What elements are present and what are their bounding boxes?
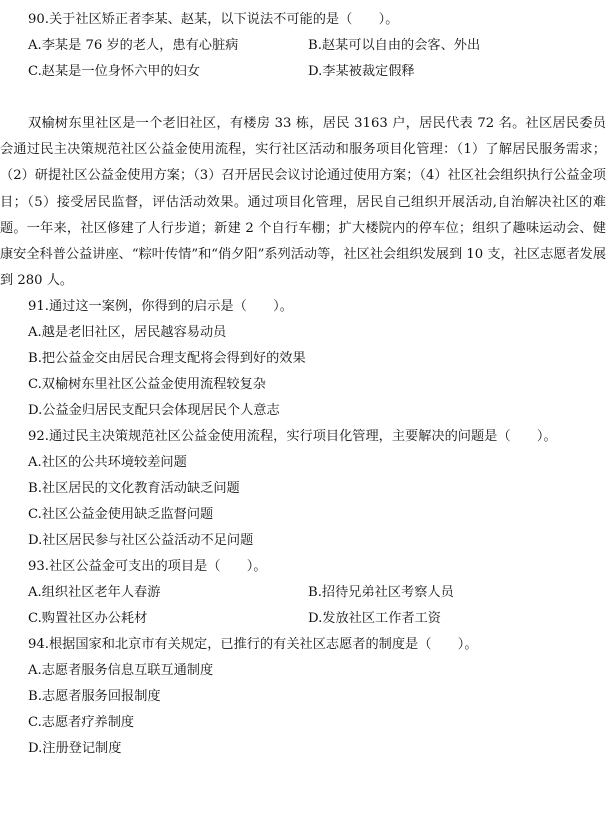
question-92-option-b: B.社区居民的文化教育活动缺乏问题 xyxy=(28,481,240,496)
question-90-option-b: B.赵某可以自由的会客、外出 xyxy=(308,38,481,53)
question-93-option-d: D.发放社区工作者工资 xyxy=(308,611,441,626)
question-93-stem: 93.社区公益金可支出的项目是（ ）。 xyxy=(28,559,267,574)
question-94-option-b: B.志愿者服务回报制度 xyxy=(28,689,161,704)
question-94-option-a: A.志愿者服务信息互联互通制度 xyxy=(28,663,214,678)
question-91-option-b: B.把公益金交由居民合理支配将会得到好的效果 xyxy=(28,351,306,366)
question-91-option-a: A.越是老旧社区，居民越容易动员 xyxy=(28,325,227,340)
question-92-stem: 92.通过民主决策规范社区公益金使用流程，实行项目化管理，主要解决的问题是（ ）。 xyxy=(28,429,557,444)
question-92-option-d: D.社区居民参与社区公益活动不足问题 xyxy=(28,533,254,548)
question-91-option-c: C.双榆树东里社区公益金使用流程较复杂 xyxy=(28,377,266,392)
question-94-option-c: C.志愿者疗养制度 xyxy=(28,715,135,730)
question-92-option-a: A.社区的公共环境较差问题 xyxy=(28,455,187,470)
question-90-option-d: D.李某被裁定假释 xyxy=(308,64,415,79)
question-90-option-c: C.赵某是一位身怀六甲的妇女 xyxy=(28,64,201,79)
question-93-option-c: C.购置社区办公耗材 xyxy=(28,611,148,626)
question-91-stem: 91.通过这一案例，你得到的启示是（ ）。 xyxy=(28,299,293,314)
question-91-option-d: D.公益金归居民支配只会体现居民个人意志 xyxy=(28,403,280,418)
question-94-option-d: D.注册登记制度 xyxy=(28,741,122,756)
question-92-option-c: C.社区公益金使用缺乏监督问题 xyxy=(28,507,214,522)
question-94-stem: 94.根据国家和北京市有关规定，已推行的有关社区志愿者的制度是（ ）。 xyxy=(28,637,478,652)
case-paragraph: 双榆树东里社区是一个老旧社区，有楼房 33 栋，居民 3163 户，居民代表 72 名。社区居民委员会通过民主决策规范社区公益金使用流程，实行社区活动和服务项目化管理：（1）了解居民服务需求；（2）研提社区公益金使用方案；（3）召开居民会议讨论通过使用方案；（4）社区社会组织执行公益金项目；（5）接受居民监督，评估活动效果。通过项目化管理，居民自己组织开展活动,自治解决社区的难题。一年来，社区修建了人行步道；新建 2 个自行车棚；扩大楼院内的停车位；组织了趣味运动会、健康安全科普公益讲座、“粽叶传情”和“俏夕阳”系列活动等，社区社会组织发展到 10 支，社区志愿者发展到 280 人。 xyxy=(0,116,607,289)
question-93-option-a: A.组织社区老年人春游 xyxy=(28,585,161,600)
question-93-option-b: B.招待兄弟社区考察人员 xyxy=(308,585,454,600)
question-90-option-a: A.李某是 76 岁的老人，患有心脏病 xyxy=(28,38,239,53)
question-90-stem: 90.关于社区矫正者李某、赵某，以下说法不可能的是（ ）。 xyxy=(28,12,399,27)
